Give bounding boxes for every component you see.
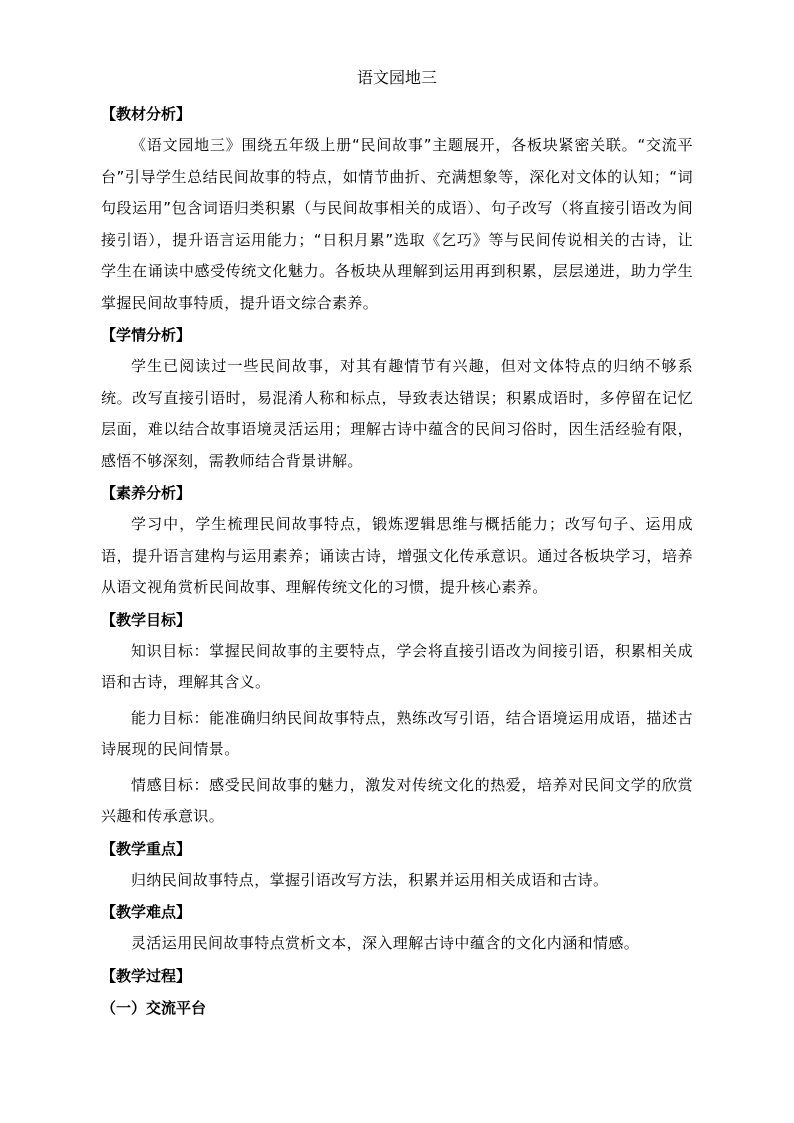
paragraph: 学习中，学生梳理民间故事特点，锻炼逻辑思维与概括能力；改写句子、运用成语，提升语言建构与运用素养；诵读古诗，增强文化传承意识。通过各板块学习，培养从语文视角赏析民间故事、理解传统文化的习惯，提升核心素养。	[101, 515, 693, 596]
paragraph: 情感目标：感受民间故事的魅力，激发对传统文化的热爱，培养对民间文学的欣赏兴趣和传承意识。	[101, 775, 693, 825]
section-heading-teaching-difficulty: 【教学难点】	[101, 903, 192, 921]
subheading-exchange-platform: （一）交流平台	[101, 998, 207, 1017]
paragraph: 《语文园地三》围绕五年级上册“民间故事”主题展开，各板块紧密关联。“交流平台”引导学生总结民间故事的特点，如情节曲折、充满想象等，深化对文体的认知；“词句段运用”包含词语归类积累（与民间故事相关的成语）、句子改写（将直接引语改为间接引语），提升语言运用能力；“日积月累”选取《乞巧》等与民间传说相关的古诗，让学生在诵读中感受传统文化魅力。各板块从理解到运用再到积累，层层递进，助力学生掌握民间故事特质，提升语文综合素养。	[101, 136, 693, 312]
paragraph: 学生已阅读过一些民间故事，对其有趣情节有兴趣，但对文体特点的归纳不够系统。改写直接引语时，易混淆人称和标点，导致表达错误；积累成语时，多停留在记忆层面，难以结合故事语境灵活运用；理解古诗中蕴含的民间习俗时，因生活经验有限，感悟不够深刻，需教师结合背景讲解。	[101, 357, 693, 470]
section-heading-teaching-process: 【教学过程】	[101, 966, 192, 985]
paragraph: 知识目标：掌握民间故事的主要特点，学会将直接引语改为间接引语，积累相关成语和古诗，理解其含义。	[101, 641, 693, 691]
section-heading-student-analysis: 【学情分析】	[101, 326, 192, 344]
document-body	[101, 98, 693, 1024]
document-title: 语文园地三	[356, 68, 437, 87]
section-heading-teaching-focus: 【教学重点】	[101, 839, 192, 858]
section-heading-textbook-analysis: 【教材分析】	[101, 105, 192, 123]
paragraph: 归纳民间故事特点，掌握引语改写方法，积累并运用相关成语和古诗。	[131, 870, 609, 889]
section-heading-teaching-goals: 【教学目标】	[101, 610, 192, 629]
paragraph: 能力目标：能准确归纳民间故事特点，熟练改写引语，结合语境运用成语，描述古诗展现的民间情景。	[101, 708, 693, 758]
paragraph: 灵活运用民间故事特点赏析文本，深入理解古诗中蕴含的文化内涵和情感。	[131, 934, 640, 952]
section-heading-literacy-analysis: 【素养分析】	[101, 484, 192, 502]
